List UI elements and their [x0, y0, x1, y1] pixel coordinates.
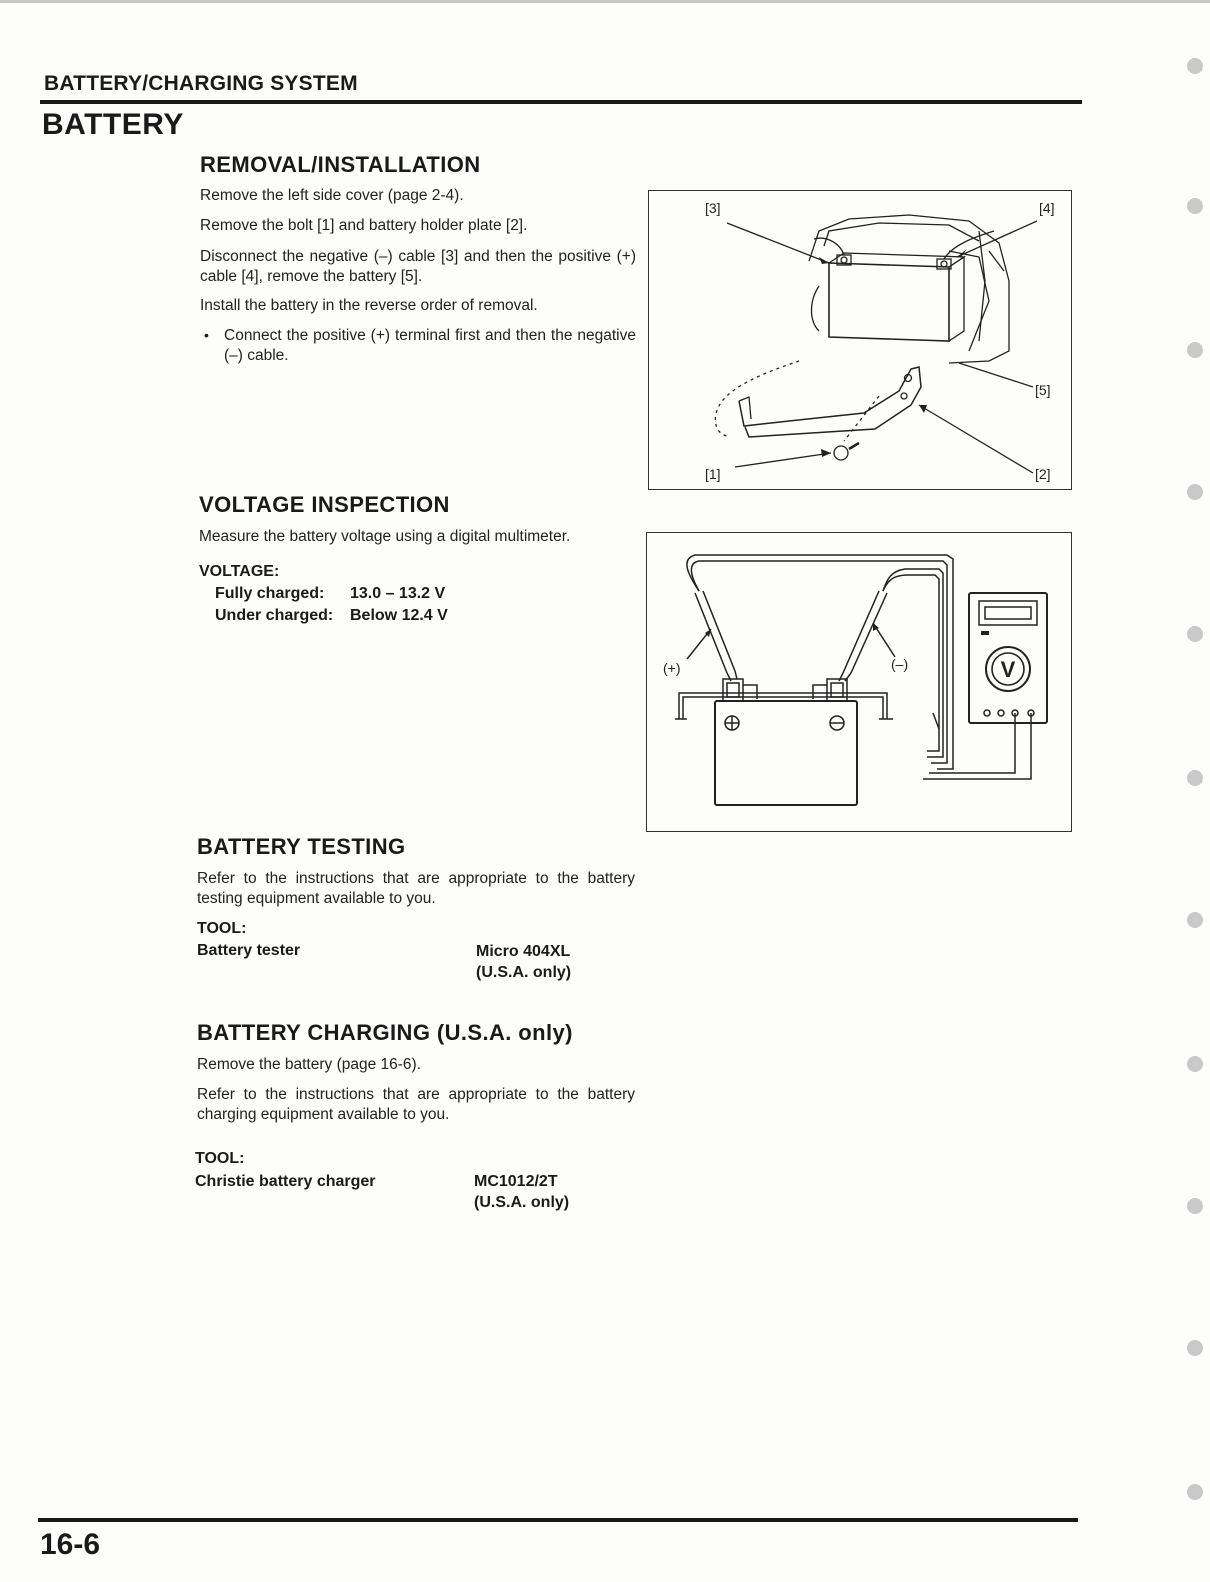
binder-hole: [1187, 1056, 1203, 1072]
footer-rule: [38, 1518, 1078, 1522]
callout-4: [4]: [1039, 200, 1055, 216]
charging-text-1: Remove the battery (page 16-6).: [197, 1056, 422, 1073]
binder-hole: [1187, 1198, 1203, 1214]
binder-hole: [1187, 342, 1203, 358]
chapter-title: BATTERY: [42, 108, 184, 141]
callout-3: [3]: [705, 200, 721, 216]
testing-text: Refer to the instructions that are appropriate to the battery testing equipment available to you.: [197, 870, 635, 907]
battery-removal-figure: [648, 190, 1072, 490]
voltage-heading: VOLTAGE INSPECTION: [199, 492, 450, 517]
voltage-spec-label: VOLTAGE:: [199, 563, 280, 580]
bullet-marker: •: [204, 327, 209, 343]
testing-tool-name: Battery tester: [197, 942, 301, 959]
charging-tool-label: TOOL:: [195, 1150, 245, 1167]
header-rule: [40, 100, 1082, 104]
removal-heading: REMOVAL/INSTALLATION: [200, 152, 481, 177]
removal-step-2: Remove the bolt [1] and battery holder plate [2].: [200, 217, 528, 234]
testing-tool-number: Micro 404XL: [476, 943, 571, 960]
section-header: BATTERY/CHARGING SYSTEM: [44, 72, 358, 95]
removal-step-4: Install the battery in the reverse order of removal.: [200, 297, 538, 314]
testing-tool-label: TOOL:: [197, 920, 247, 937]
binder-hole: [1187, 1484, 1203, 1500]
callout-1: [1]: [705, 466, 721, 482]
callout-5: [5]: [1035, 382, 1051, 398]
voltage-text: Measure the battery voltage using a digital multimeter.: [199, 528, 571, 545]
testing-heading: BATTERY TESTING: [197, 834, 406, 859]
binder-hole: [1187, 912, 1203, 928]
binder-hole: [1187, 770, 1203, 786]
removal-step-3: Disconnect the negative (–) cable [3] and then the positive (+) cable [4], remove the battery [5].: [200, 248, 636, 285]
fully-charged-value: 13.0 – 13.2 V: [350, 585, 446, 602]
voltage-inspection-figure: [646, 532, 1072, 832]
battery-removal-illustration: [649, 191, 1070, 488]
binder-hole: [1187, 626, 1203, 642]
binder-hole: [1187, 198, 1203, 214]
charging-tool-region: (U.S.A. only): [474, 1194, 570, 1211]
top-edge-line: [0, 0, 1210, 3]
charging-text-2: Refer to the instructions that are appropriate to the battery charging equipment available to you.: [197, 1086, 635, 1123]
charging-tool-number: MC1012/2T: [474, 1173, 558, 1190]
testing-tool-region: (U.S.A. only): [476, 964, 572, 981]
removal-bullet: Connect the positive (+) terminal first and then the negative (–) cable.: [224, 327, 636, 364]
page-number: 16-6: [40, 1528, 101, 1561]
binder-hole: [1187, 58, 1203, 74]
under-charged-label: Under charged:: [215, 607, 334, 624]
charging-tool-name: Christie battery charger: [195, 1173, 376, 1190]
removal-step-1: Remove the left side cover (page 2-4).: [200, 187, 464, 204]
under-charged-value: Below 12.4 V: [350, 607, 448, 624]
minus-label: (–): [891, 656, 909, 672]
fully-charged-label: Fully charged:: [215, 585, 325, 602]
binder-hole: [1187, 1340, 1203, 1356]
meter-symbol: V: [1000, 657, 1016, 682]
binder-hole: [1187, 484, 1203, 500]
plus-label: (+): [663, 660, 681, 676]
callout-2: [2]: [1035, 466, 1051, 482]
charging-heading: BATTERY CHARGING (U.S.A. only): [197, 1020, 573, 1045]
voltage-inspection-illustration: [647, 533, 1070, 830]
